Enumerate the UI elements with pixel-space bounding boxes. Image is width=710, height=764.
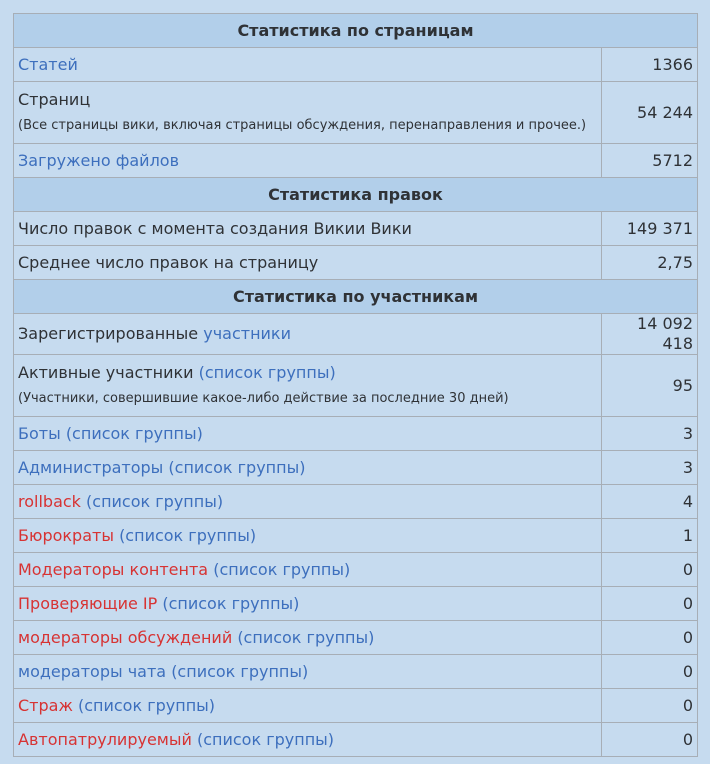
checkusers-link[interactable]: Проверяющие IP [18,593,158,613]
row-label-cell [14,621,602,655]
table-row [14,451,698,485]
bureaucrats-count: 1 [602,519,698,553]
table-row [14,82,698,144]
table-row [14,212,698,246]
table-row [14,314,698,355]
statistics-table [13,13,698,757]
autopatrolled-link[interactable]: Автопатрулируемый [18,729,192,749]
discussion-moderators-count: 0 [602,621,698,655]
admins-count: 3 [602,451,698,485]
checkusers-group-link[interactable]: (список группы) [162,593,300,613]
row-label-cell [14,485,602,519]
row-label-cell [14,689,602,723]
content-moderators-count: 0 [602,553,698,587]
edits-avg-label: Среднее число правок на страницу [14,246,602,280]
checkusers-count: 0 [602,587,698,621]
section-title-edits: Статистика правок [14,178,698,212]
pages-note: (Все страницы вики, включая страницы обсуждения, перенаправления и прочее.) [18,117,587,133]
bureaucrats-group-link[interactable]: (список группы) [119,525,257,545]
edits-avg-value: 2,75 [602,246,698,280]
table-row [14,246,698,280]
pages-label: Страниц [18,89,91,109]
row-label-cell [14,553,602,587]
chat-moderators-group-link[interactable]: (список группы) [171,661,309,681]
guard-link[interactable]: Страж [18,695,73,715]
row-label-cell [14,655,602,689]
table-row [14,553,698,587]
active-group-link[interactable]: (список группы) [198,362,336,382]
row-label-cell [14,144,602,178]
row-label-cell [14,417,602,451]
rollback-group-link[interactable]: (список группы) [86,491,224,511]
table-row [14,144,698,178]
row-label-cell [14,82,602,144]
section-header-row [14,280,698,314]
section-title-users: Статистика по участникам [14,280,698,314]
active-note: (Участники, совершившие какое-либо действие за последние 30 дней) [18,390,509,406]
chat-moderators-count: 0 [602,655,698,689]
bots-link[interactable]: Боты [18,423,61,443]
row-label-cell [14,587,602,621]
table-row [14,417,698,451]
articles-count: 1366 [602,48,698,82]
uploads-count: 5712 [602,144,698,178]
autopatrolled-count: 0 [602,723,698,757]
edits-total-count: 149 371 [602,212,698,246]
table-row [14,587,698,621]
table-row [14,519,698,553]
table-row [14,48,698,82]
discussion-moderators-group-link[interactable]: (список группы) [237,627,375,647]
table-row [14,355,698,417]
bots-count: 3 [602,417,698,451]
registered-users-link[interactable]: участники [203,324,291,343]
autopatrolled-group-link[interactable]: (список группы) [196,729,335,749]
table-row [14,621,698,655]
row-label-cell [14,451,602,485]
discussion-moderators-link[interactable]: модераторы обсуждений [18,627,233,647]
guard-count: 0 [602,689,698,723]
section-header-row [14,178,698,212]
row-label-cell [14,48,602,82]
bots-group-link[interactable]: (список группы) [65,423,203,443]
table-row [14,689,698,723]
rollback-count: 4 [602,485,698,519]
uploads-link[interactable]: Загружено файлов [18,150,180,170]
edits-total-label: Число правок с момента создания Викии Вики [14,212,602,246]
table-row [14,655,698,689]
registered-count: 14 092 418 [602,314,698,355]
admins-link[interactable]: Администраторы [18,457,164,477]
registered-label: Зарегистрированные [18,324,199,343]
admins-group-link[interactable]: (список группы) [168,457,306,477]
chat-moderators-link[interactable]: модераторы чата [18,661,167,681]
row-label-cell [14,723,602,757]
active-label: Активные участники [18,362,194,382]
rollback-link[interactable]: rollback [18,491,81,511]
row-label-cell [14,519,602,553]
pages-count: 54 244 [602,82,698,144]
section-header-row [14,14,698,48]
bureaucrats-link[interactable]: Бюрократы [18,525,114,545]
row-label-cell [14,314,602,355]
table-row [14,723,698,757]
active-count: 95 [602,355,698,417]
articles-link[interactable]: Статей [18,54,78,74]
guard-group-link[interactable]: (список группы) [77,695,216,715]
table-row [14,485,698,519]
row-label-cell [14,355,602,417]
content-moderators-group-link[interactable]: (список группы) [213,559,351,579]
section-title-pages: Статистика по страницам [14,14,698,48]
content-moderators-link[interactable]: Модераторы контента [18,559,209,579]
